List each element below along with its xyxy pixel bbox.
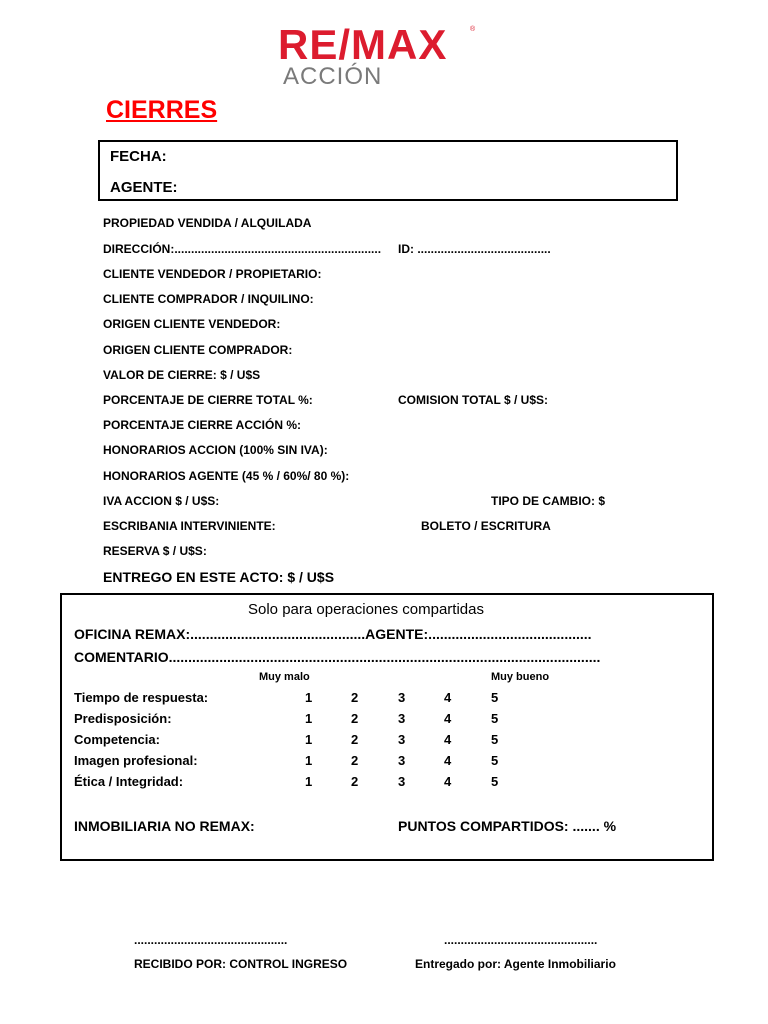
cliente-vendedor-label: CLIENTE VENDEDOR / PROPIETARIO: [103, 267, 322, 281]
criterion-label: Imagen profesional: [74, 753, 198, 768]
rating-option[interactable]: 4 [444, 753, 452, 768]
criterion-label: Ética / Integridad: [74, 774, 184, 789]
registered-mark: ® [470, 26, 476, 33]
remax-logo: RE/MAX [278, 21, 448, 68]
no-remax-label: INMOBILIARIA NO REMAX: [74, 818, 255, 834]
rating-option[interactable]: 4 [444, 690, 452, 705]
honorarios-agente-label: HONORARIOS AGENTE (45 % / 60%/ 80 %): [103, 469, 350, 483]
page-title: CIERRES [106, 96, 218, 124]
iva-accion-label: IVA ACCION $ / U$S: [103, 494, 220, 508]
rating-option[interactable]: 3 [398, 774, 406, 789]
criterion-label: Competencia: [74, 732, 160, 747]
rating-option[interactable]: 1 [305, 690, 313, 705]
rating-option[interactable]: 1 [305, 711, 313, 726]
entrego-label: ENTREGO EN ESTE ACTO: $ / U$S [103, 569, 335, 585]
signature-line-right: .............................................. [444, 933, 598, 947]
rating-option[interactable]: 3 [398, 732, 406, 747]
oficina-remax-label: OFICINA REMAX:.............................................AGENTE:.......................................... [74, 626, 592, 642]
escribania-label: ESCRIBANIA INTERVINIENTE: [103, 519, 276, 533]
scale-high-label: Muy bueno [491, 671, 550, 683]
rating-option[interactable]: 1 [305, 774, 313, 789]
rating-option[interactable]: 2 [351, 732, 359, 747]
rating-option[interactable]: 4 [444, 732, 452, 747]
rating-option[interactable]: 2 [351, 774, 359, 789]
porcentaje-accion-label: PORCENTAJE CIERRE ACCIÓN %: [103, 418, 302, 432]
rating-option[interactable]: 3 [398, 690, 406, 705]
rating-option[interactable]: 4 [444, 774, 452, 789]
origen-comprador-label: ORIGEN CLIENTE COMPRADOR: [103, 343, 293, 357]
rating-option[interactable]: 3 [398, 711, 406, 726]
scale-low-label: Muy malo [259, 671, 310, 683]
rating-option[interactable]: 4 [444, 711, 452, 726]
criterion-label: Predisposición: [74, 711, 172, 726]
signature-line-left: .............................................. [134, 933, 288, 947]
rating-option[interactable]: 1 [305, 732, 313, 747]
tipo-cambio-label: TIPO DE CAMBIO: $ [491, 494, 606, 508]
id-label: ID: ........................................ [398, 242, 551, 256]
agente-label: AGENTE: [110, 179, 178, 196]
header-box [98, 140, 678, 201]
criterion-label: Tiempo de respuesta: [74, 690, 209, 705]
propiedad-label: PROPIEDAD VENDIDA / ALQUILADA [103, 216, 312, 230]
shared-heading: Solo para operaciones compartidas [248, 601, 484, 618]
comision-total-label: COMISION TOTAL $ / U$S: [398, 393, 549, 407]
office-name: ACCIÓN [283, 63, 383, 90]
puntos-compartidos-label: PUNTOS COMPARTIDOS: ....... % [398, 818, 617, 834]
boleto-label: BOLETO / ESCRITURA [421, 519, 551, 533]
rating-option[interactable]: 3 [398, 753, 406, 768]
honorarios-accion-label: HONORARIOS ACCION (100% SIN IVA): [103, 443, 328, 457]
rating-option[interactable]: 2 [351, 690, 359, 705]
rating-option[interactable]: 5 [491, 774, 499, 789]
comentario-label: COMENTARIO............................................................................................................... [74, 649, 601, 665]
rating-option[interactable]: 5 [491, 690, 499, 705]
rating-option[interactable]: 2 [351, 753, 359, 768]
valor-cierre-label: VALOR DE CIERRE: $ / U$S [103, 368, 261, 382]
rating-option[interactable]: 5 [491, 753, 499, 768]
origen-vendedor-label: ORIGEN CLIENTE VENDEDOR: [103, 317, 281, 331]
rating-option[interactable]: 2 [351, 711, 359, 726]
porcentaje-total-label: PORCENTAJE DE CIERRE TOTAL %: [103, 393, 313, 407]
reserva-label: RESERVA $ / U$S: [103, 544, 207, 558]
cliente-comprador-label: CLIENTE COMPRADOR / INQUILINO: [103, 292, 314, 306]
rating-option[interactable]: 1 [305, 753, 313, 768]
fecha-label: FECHA: [110, 148, 167, 165]
direccion-label: DIRECCIÓN:.............................................................. [103, 242, 382, 256]
rating-option[interactable]: 5 [491, 732, 499, 747]
entregado-label: Entregado por: Agente Inmobiliario [415, 957, 616, 971]
rating-option[interactable]: 5 [491, 711, 499, 726]
recibido-label: RECIBIDO POR: CONTROL INGRESO [134, 957, 348, 971]
